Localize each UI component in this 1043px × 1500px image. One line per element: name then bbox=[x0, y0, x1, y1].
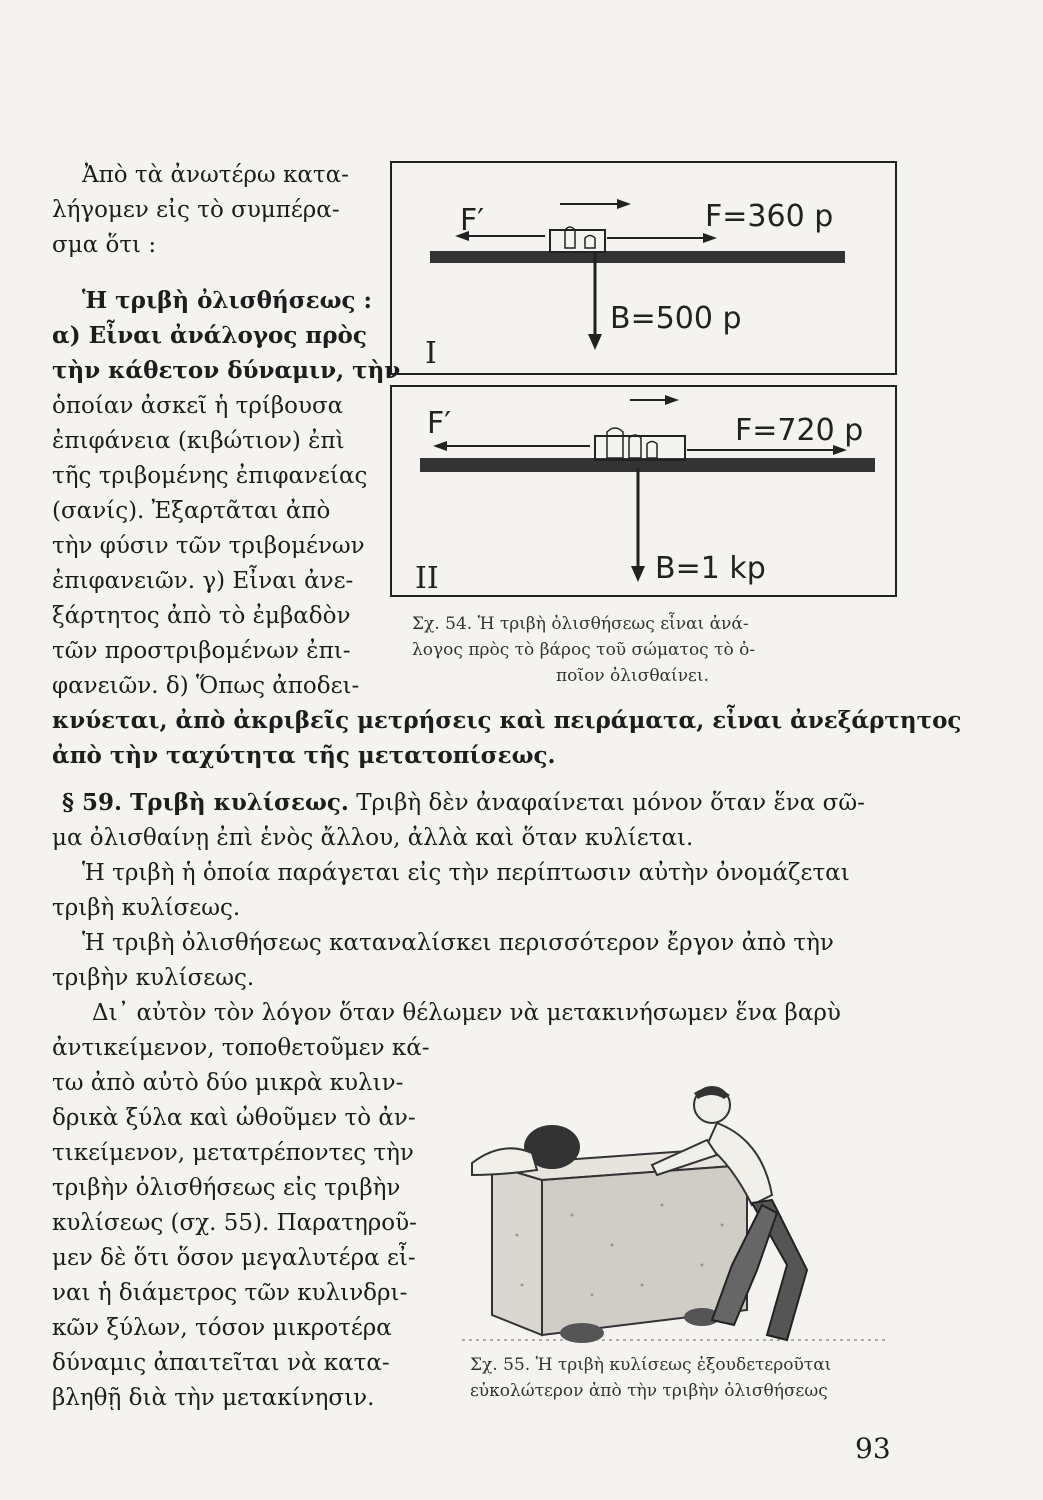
box-1 bbox=[550, 230, 605, 252]
box-2 bbox=[595, 436, 685, 460]
friction-diagram bbox=[385, 158, 897, 608]
text-line: ἐπιφάνεια (κιβώτιον) ἐπὶ bbox=[52, 428, 345, 454]
text-line: λήγομεν εἰς τὸ συμπέρα- bbox=[52, 197, 340, 223]
weight-icon bbox=[647, 442, 657, 459]
text-line: ἀπὸ τὴν ταχύτητα τῆς μετατοπίσεως. bbox=[52, 742, 556, 769]
figure-55 bbox=[462, 1085, 892, 1350]
panel-1-plank bbox=[430, 251, 845, 263]
caption-line: λογος πρὸς τὸ βάρος τοῦ σώματος τὸ ὁ- bbox=[412, 640, 756, 660]
panel-number: II bbox=[415, 561, 439, 596]
text-line: τῆς τριβομένης ἐπιφανείας bbox=[52, 463, 368, 489]
text-line: τὴν φύσιν τῶν τριβομένων bbox=[52, 533, 365, 559]
crate-side bbox=[492, 1165, 542, 1335]
rolling-friction-illustration bbox=[462, 1085, 892, 1350]
text-line: (σανίς). Ἐξαρτᾶται ἀπὸ bbox=[52, 498, 331, 524]
caption-line: εὐκολώτερον ἀπὸ τὴν τριβὴν ὀλισθήσεως bbox=[470, 1381, 828, 1401]
text-line: Δι᾽ αὐτὸν τὸν λόγον ὅταν θέλωμεν νὰ μετακινήσωμεν ἕνα βαρὺ bbox=[92, 1000, 841, 1026]
text-line: κνύεται, ἀπὸ ἀκριβεῖς μετρήσεις καὶ πειράματα, εἶναι ἀνεξάρτητος bbox=[52, 707, 962, 734]
text-line: Ἡ τριβὴ ὀλισθήσεως : bbox=[82, 287, 373, 314]
panel-1-frame bbox=[391, 162, 896, 374]
weight-label: B=1 kp bbox=[655, 551, 766, 586]
text-line: ναι ἡ διάμετρος τῶν κυλινδρι- bbox=[52, 1280, 408, 1306]
text-line: Ἀπὸ τὰ ἀνωτέρω κατα- bbox=[82, 162, 349, 188]
text-line: τριβὴν ὀλισθήσεως εἰς τριβὴν bbox=[52, 1175, 401, 1201]
text-line: μα ὀλισθαίνῃ ἐπὶ ἑνὸς ἄλλου, ἀλλὰ καὶ ὅταν κυλίεται. bbox=[52, 825, 694, 851]
down-arrow-icon bbox=[588, 334, 602, 350]
figure-54 bbox=[385, 158, 897, 608]
weight-icon bbox=[585, 236, 595, 249]
text-line: α) Εἶναι ἀνάλογος πρὸς bbox=[52, 322, 367, 349]
motion-arrow-icon bbox=[617, 199, 631, 209]
force-label: F=360 p bbox=[705, 199, 834, 234]
text-line: κῶν ξύλων, τόσον μικροτέρα bbox=[52, 1315, 392, 1341]
f-prime-label: F′ bbox=[427, 406, 452, 441]
text-line: τριβὴ κυλίσεως. bbox=[52, 895, 241, 921]
weight-icon bbox=[629, 435, 641, 458]
text-line: φανειῶν. δ) Ὅπως ἀποδει- bbox=[52, 673, 360, 699]
section-heading: § 59. Τριβὴ κυλίσεως. bbox=[62, 789, 349, 816]
f-prime-label: F′ bbox=[460, 203, 485, 238]
down-arrow-icon bbox=[631, 566, 645, 582]
text-line: δρικὰ ξύλα καὶ ὠθοῦμεν τὸ ἀν- bbox=[52, 1105, 416, 1131]
motion-arrow-icon bbox=[665, 395, 679, 405]
text-line: Τριβὴ δὲν ἀναφαίνεται μόνον ὅταν ἕνα σῶ- bbox=[356, 790, 865, 816]
text-line: Ἡ τριβὴ ὀλισθήσεως καταναλίσκει περισσότερον ἔργον ἀπὸ τὴν bbox=[82, 930, 834, 956]
caption-line: Σχ. 55. Ἡ τριβὴ κυλίσεως ἐξουδετεροῦται bbox=[470, 1355, 832, 1375]
text-line: κυλίσεως (σχ. 55). Παρατηροῦ- bbox=[52, 1210, 417, 1236]
page-number: 93 bbox=[855, 1432, 891, 1465]
text-line: ἀντικείμενον, τοποθετοῦμεν κά- bbox=[52, 1035, 430, 1061]
caption-line: ποῖον ὀλισθαίνει. bbox=[556, 666, 709, 686]
text-line: δύναμις ἀπαιτεῖται νὰ κατα- bbox=[52, 1350, 390, 1376]
panel-number: I bbox=[425, 336, 437, 371]
text-line: ἐπιφανειῶν. γ) Εἶναι ἀνε- bbox=[52, 568, 354, 594]
section-heading-line bbox=[62, 787, 865, 819]
text-line: μεν δὲ ὅτι ὅσον μεγαλυτέρα εἶ- bbox=[52, 1245, 416, 1271]
text-line: Ἡ τριβὴ ἡ ὁποία παράγεται εἰς τὴν περίπτωσιν αὐτὴν ὀνομάζεται bbox=[82, 860, 850, 886]
text-line: τριβὴν κυλίσεως. bbox=[52, 965, 255, 991]
caption-line: Σχ. 54. Ἡ τριβὴ ὀλισθήσεως εἶναι ἀνά- bbox=[412, 614, 749, 634]
text-line: τω ἀπὸ αὐτὸ δύο μικρὰ κυλιν- bbox=[52, 1070, 404, 1096]
text-line: τῶν προστριβομένων ἐπι- bbox=[52, 638, 351, 664]
weight-icon bbox=[607, 428, 623, 458]
weight-label: B=500 p bbox=[610, 301, 742, 336]
text-line: σμα ὅτι : bbox=[52, 232, 157, 258]
text-line: τικείμενον, μετατρέποντες τὴν bbox=[52, 1140, 414, 1166]
text-line: ὁποίαν ἀσκεῖ ἡ τρίβουσα bbox=[52, 393, 344, 419]
right-arrow-icon bbox=[703, 233, 717, 243]
text-line: ξάρτητος ἀπὸ τὸ ἐμβαδὸν bbox=[52, 603, 351, 629]
force-label: F=720 p bbox=[735, 413, 864, 448]
left-arrow-icon bbox=[433, 441, 447, 451]
text-line: βληθῇ διὰ τὴν μετακίνησιν. bbox=[52, 1385, 375, 1411]
person-1-arm bbox=[472, 1148, 537, 1175]
text-line: τὴν κάθετον δύναμιν, τὴν bbox=[52, 357, 401, 384]
roller-1 bbox=[560, 1323, 604, 1343]
